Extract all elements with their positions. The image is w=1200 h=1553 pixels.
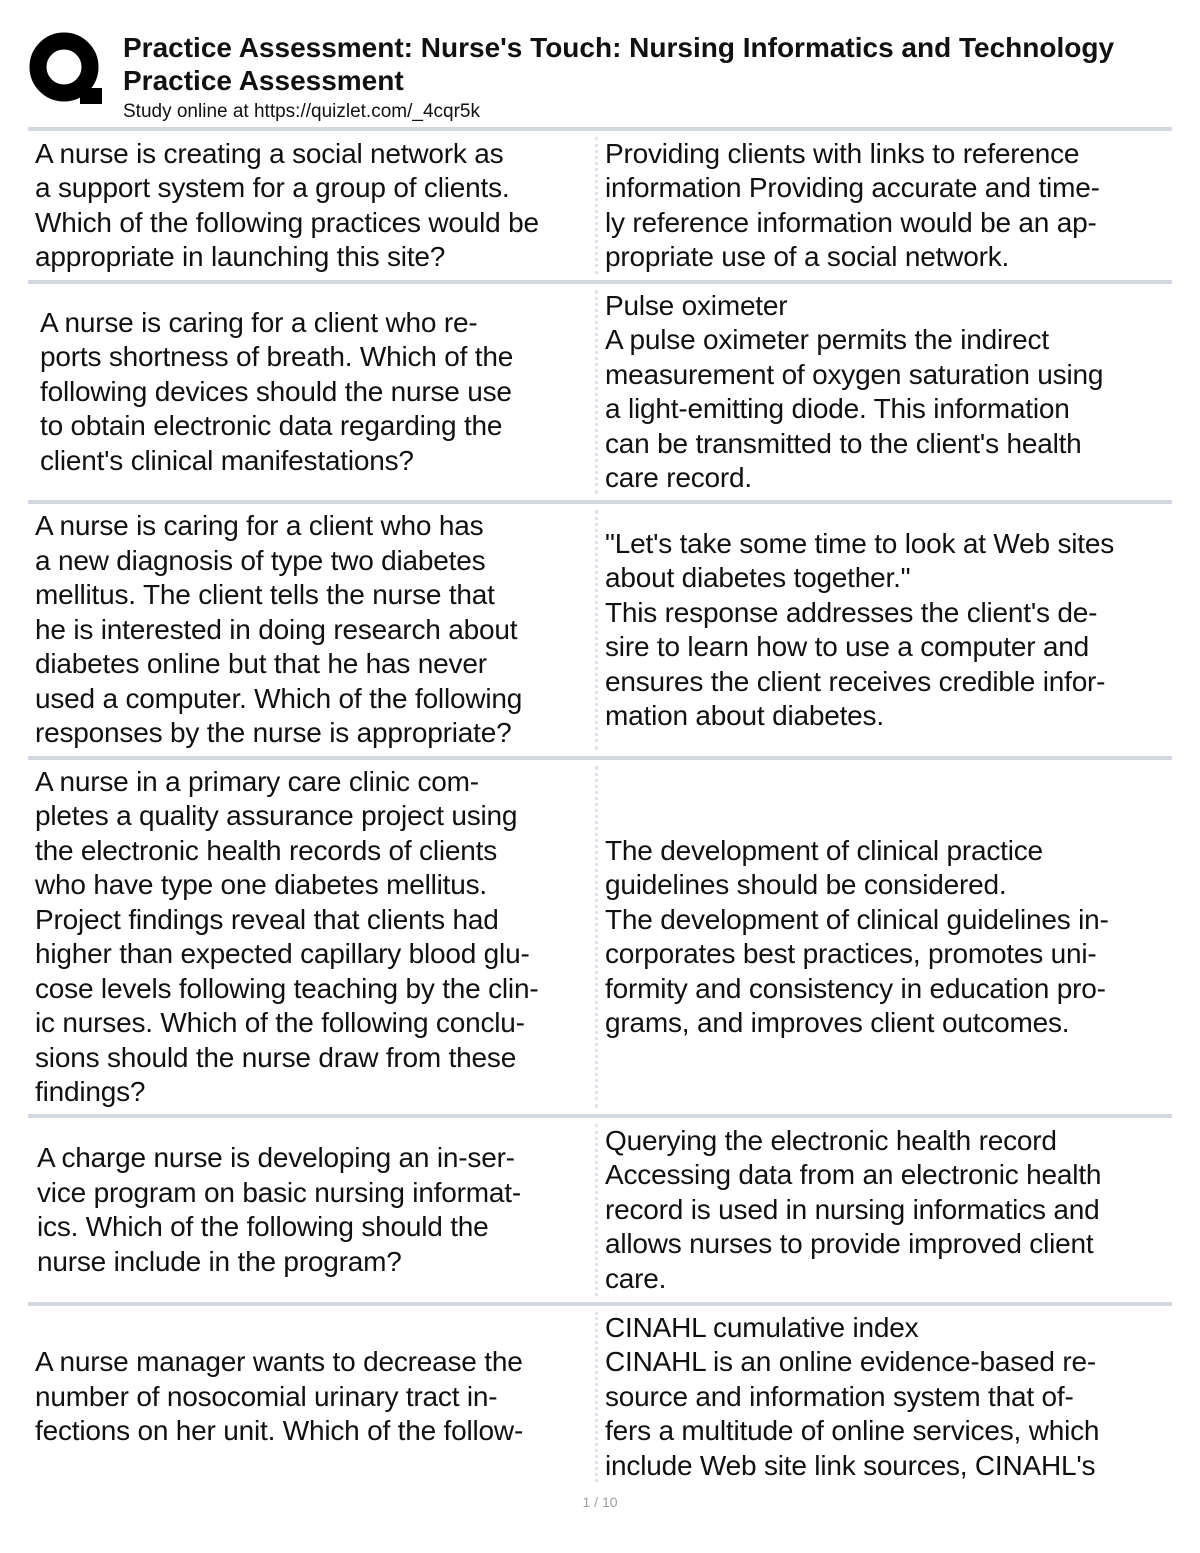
term-line: diabetes online but that he has never <box>35 648 487 680</box>
definition-line: guidelines should be considered. <box>605 869 1007 900</box>
term-line: ports shortness of breath. Which of the <box>40 341 514 373</box>
definition-line: ensures the client receives credible infor- <box>605 665 1106 697</box>
definition-line: formity and consistency in education pro- <box>605 972 1106 1004</box>
term-line: used a computer. Which of the following <box>35 682 523 714</box>
term-line: ic nurses. Which of the following conclu- <box>35 1007 525 1038</box>
term-line: appropriate in launching this site? <box>35 241 446 272</box>
term-line: A nurse in a primary care clinic com- <box>35 765 479 797</box>
page-header <box>0 0 1200 128</box>
study-online-link[interactable]: Study online at https://quizlet.com/_4cqr5k <box>123 101 480 122</box>
definition-line: care record. <box>605 462 752 493</box>
term-line: ics. Which of the following should the <box>37 1211 489 1242</box>
definition-line: Accessing data from an electronic health <box>605 1159 1102 1191</box>
definition-line: include Web site link sources, CINAHL's <box>605 1449 1096 1481</box>
definition-line: CINAHL cumulative index <box>605 1311 919 1343</box>
term-line: the electronic health records of clients <box>35 834 498 866</box>
flashcard <box>28 280 1172 500</box>
column-divider <box>595 766 598 1108</box>
card-definition <box>605 284 1170 500</box>
term-line: A nurse manager wants to decrease the <box>35 1346 523 1378</box>
title-line-2: Practice Assessment <box>123 65 404 96</box>
definition-line: can be transmitted to the client's health <box>605 427 1082 459</box>
card-definition <box>605 131 1170 280</box>
card-term <box>35 760 591 1114</box>
term-line: findings? <box>35 1076 146 1107</box>
card-definition <box>605 760 1170 1114</box>
term-line: Project findings reveal that clients had <box>35 903 499 935</box>
definition-line: sire to learn how to use a computer and <box>605 631 1090 662</box>
definition-line: allows nurses to provide improved client <box>605 1228 1094 1260</box>
flashcard <box>28 1302 1172 1488</box>
card-definition <box>605 504 1170 756</box>
term-line: client's clinical manifestations? <box>40 444 414 476</box>
definition-line: mation about diabetes. <box>605 700 884 731</box>
definition-line: Querying the electronic health record <box>605 1124 1057 1156</box>
column-divider <box>595 1124 598 1296</box>
column-divider <box>595 510 598 750</box>
definition-line: This response addresses the client's de- <box>605 596 1098 628</box>
card-term <box>35 504 591 756</box>
definition-line: a light-emitting diode. This information <box>605 393 1070 424</box>
term-line: responses by the nurse is appropriate? <box>35 717 512 749</box>
definition-line: about diabetes together." <box>605 562 911 593</box>
definition-line: fers a multitude of online services, which <box>605 1415 1100 1447</box>
definition-line: source and information system that of- <box>605 1380 1074 1412</box>
term-line: Which of the following practices would be <box>35 206 539 238</box>
definition-line: corporates best practices, promotes uni- <box>605 938 1097 969</box>
term-line: to obtain electronic data regarding the <box>40 410 503 442</box>
page-indicator: 1 / 10 <box>582 1494 618 1510</box>
definition-line: "Let's take some time to look at Web sites <box>605 527 1115 559</box>
term-line: a support system for a group of clients. <box>35 172 510 203</box>
term-line: A charge nurse is developing an in-ser- <box>37 1142 515 1173</box>
definition-line: record is used in nursing informatics and <box>605 1193 1100 1225</box>
card-term <box>35 1306 591 1488</box>
column-divider <box>595 1312 598 1482</box>
title-line-1: Practice Assessment: Nurse's Touch: Nursing Informatics and Technology <box>123 32 1115 63</box>
definition-line: propriate use of a social network. <box>605 241 1010 272</box>
column-divider <box>595 290 598 494</box>
definition-line: measurement of oxygen saturation using <box>605 358 1104 390</box>
definition-line: The development of clinical practice <box>605 834 1043 866</box>
card-term <box>37 1118 593 1302</box>
flashcard <box>28 127 1172 280</box>
term-line: higher than expected capillary blood glu- <box>35 938 530 969</box>
term-line: fections on her unit. Which of the follow- <box>35 1415 524 1447</box>
definition-line: ly reference information would be an ap- <box>605 206 1097 238</box>
flashcard <box>28 1114 1172 1302</box>
term-line: who have type one diabetes mellitus. <box>35 869 487 900</box>
term-line: sions should the nurse draw from these <box>35 1041 517 1073</box>
quizlet-logo-icon <box>28 30 104 106</box>
term-line: a new diagnosis of type two diabetes <box>35 544 486 576</box>
flashcard <box>28 756 1172 1114</box>
card-definition <box>605 1118 1170 1302</box>
definition-line: information Providing accurate and time- <box>605 172 1100 203</box>
term-line: vice program on basic nursing informat- <box>37 1176 521 1208</box>
card-term <box>35 131 591 280</box>
definition-line: Pulse oximeter <box>605 289 788 321</box>
definition-line: grams, and improves client outcomes. <box>605 1007 1070 1038</box>
flashcard-list <box>28 127 1172 1488</box>
term-line: number of nosocomial urinary tract in- <box>35 1380 498 1412</box>
term-line: A nurse is caring for a client who re- <box>40 306 478 338</box>
definition-line: A pulse oximeter permits the indirect <box>605 324 1049 355</box>
definition-line: The development of clinical guidelines in- <box>605 903 1109 935</box>
flashcard <box>28 500 1172 756</box>
definition-line: Providing clients with links to reference <box>605 137 1080 169</box>
card-definition <box>605 1306 1170 1488</box>
term-line: A nurse is creating a social network as <box>35 137 504 169</box>
term-line: mellitus. The client tells the nurse that <box>35 579 495 611</box>
term-line: cose levels following teaching by the clin- <box>35 972 539 1004</box>
term-line: A nurse is caring for a client who has <box>35 510 484 542</box>
definition-line: care. <box>605 1262 667 1294</box>
term-line: nurse include in the program? <box>37 1245 402 1277</box>
term-line: following devices should the nurse use <box>40 375 512 407</box>
term-line: pletes a quality assurance project using <box>35 800 518 831</box>
document-title <box>123 31 1200 97</box>
definition-line: CINAHL is an online evidence-based re- <box>605 1346 1096 1378</box>
term-line: he is interested in doing research about <box>35 613 518 645</box>
column-divider <box>595 137 598 274</box>
card-term <box>40 284 596 500</box>
